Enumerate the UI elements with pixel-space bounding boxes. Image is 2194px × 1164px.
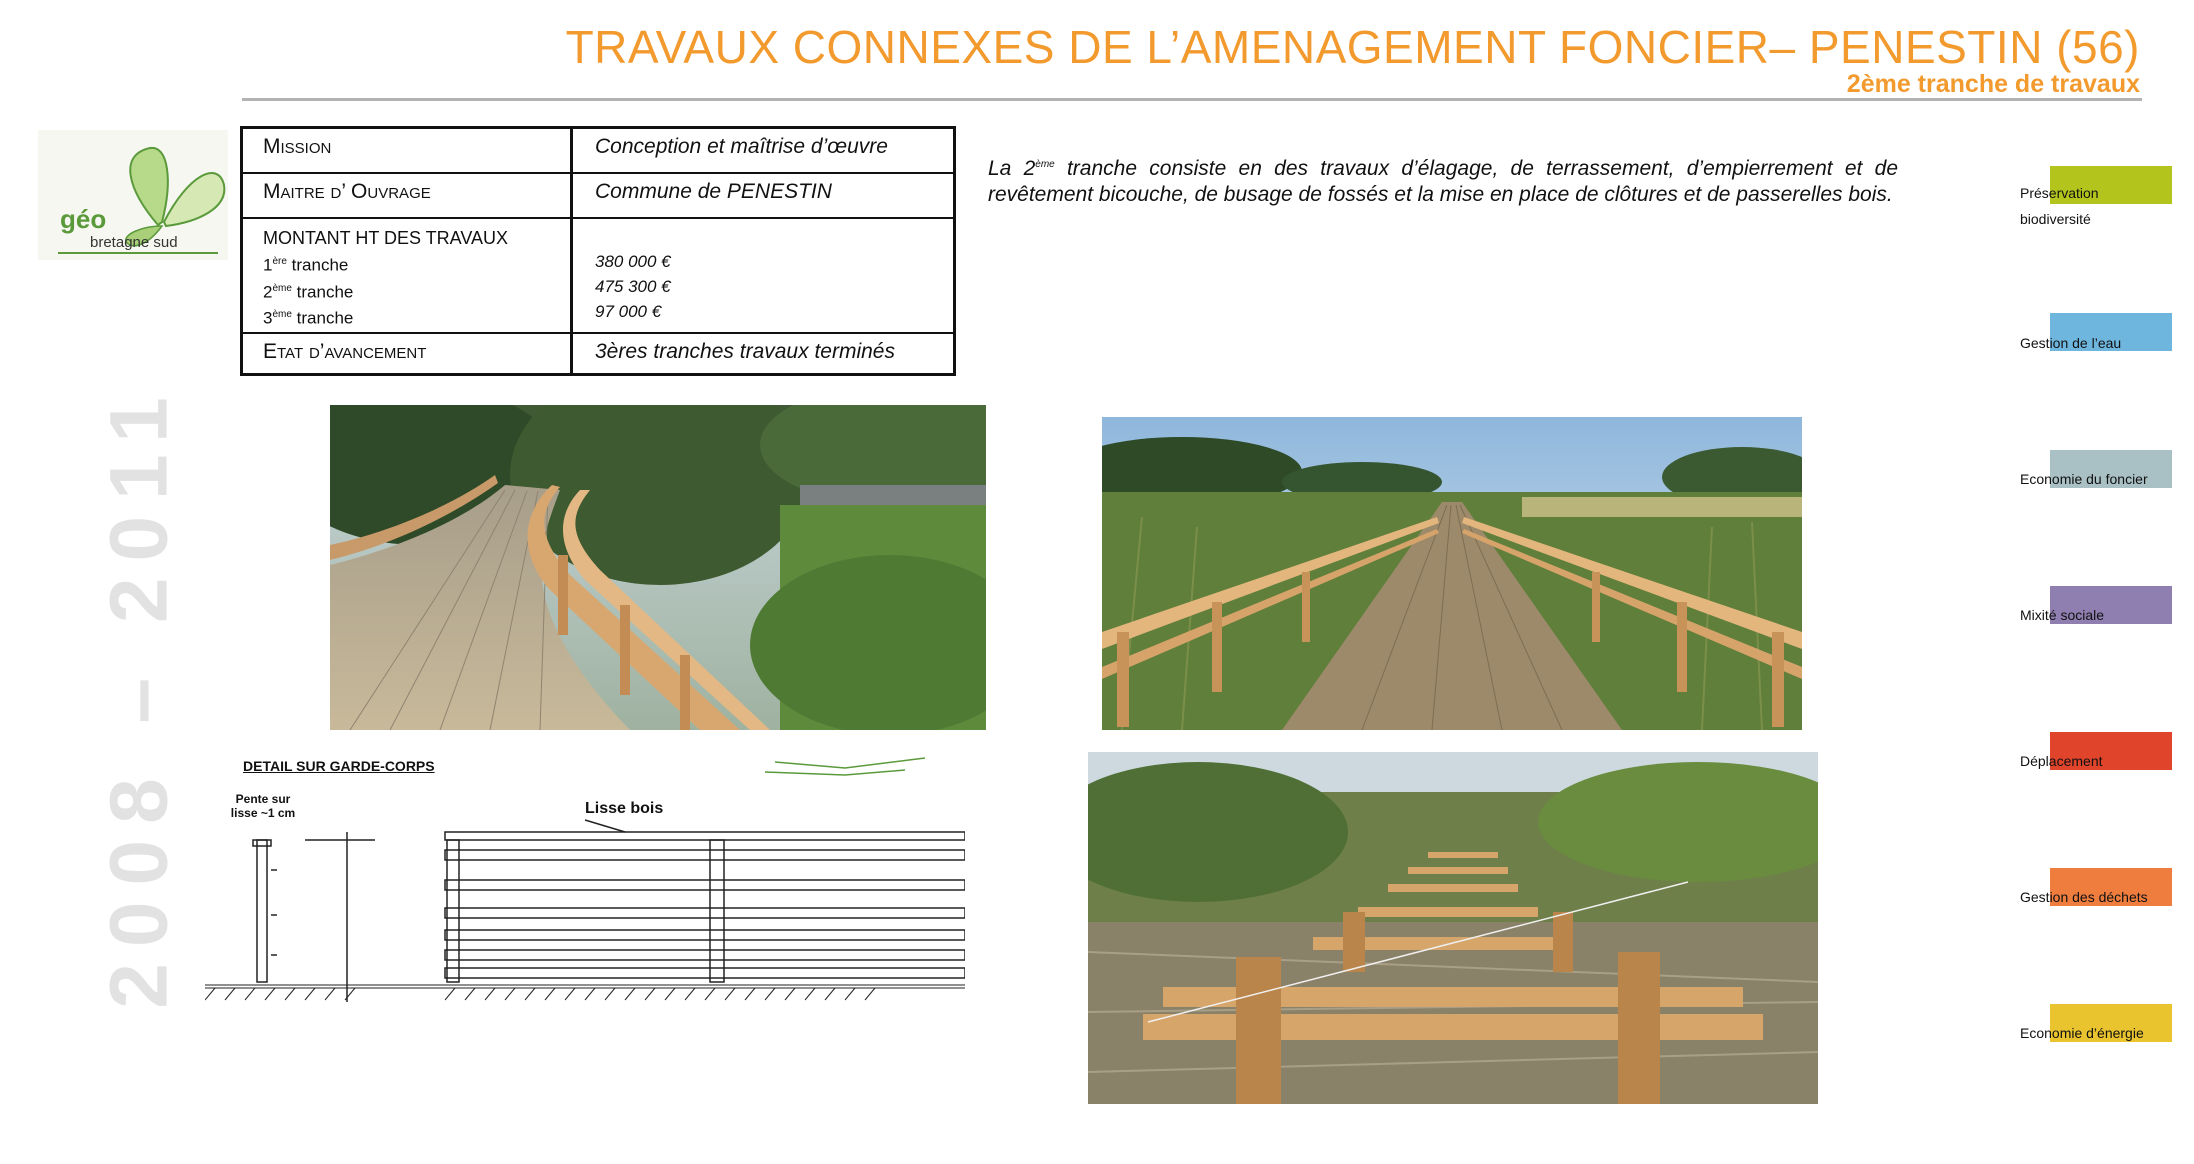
legend-label-land: Economie du foncier: [2020, 471, 2148, 487]
tranche-3-label: 3ème tranche: [263, 308, 354, 328]
amount-label-cell: [243, 219, 573, 332]
photo-straight-boardwalk: [1102, 417, 1802, 730]
slope-annotation: Pente sur lisse ~1 cm: [230, 792, 296, 820]
tranche-2-label: 2ème tranche: [263, 282, 354, 302]
years-vertical: [94, 381, 186, 1009]
legend-label-mobility: Déplacement: [2020, 753, 2103, 769]
owner-value: Commune de PENESTIN: [595, 180, 832, 203]
legend-label-water: Gestion de l’eau: [2020, 335, 2122, 351]
table-row-status: [243, 334, 953, 374]
owner-label: Maitre d’ Ouvrage: [243, 174, 573, 217]
logo-word-geo: géo: [60, 204, 107, 234]
years-text: 2008 – 2011: [94, 381, 186, 1009]
legend-label-social: Mixité sociale: [2020, 607, 2105, 623]
table-row-amount: [243, 219, 953, 334]
header-divider: [242, 98, 2142, 101]
photo-construction-site: [1088, 752, 1818, 1104]
page-subtitle: 2ème tranche de travaux: [1846, 70, 2140, 98]
amount-values-cell: [573, 219, 953, 332]
company-logo: [38, 130, 228, 260]
tranche-2-value: 475 300 €: [595, 277, 671, 296]
legend-label-biodiversity: Préservation biodiversité: [2020, 185, 2099, 227]
drawing-title: DETAIL SUR GARDE-CORPS: [243, 758, 435, 774]
status-label: Etat d’avancement: [243, 334, 573, 374]
mission-value: Conception et maîtrise d’œuvre: [595, 135, 888, 158]
page-title: TRAVAUX CONNEXES DE L’AMENAGEMENT FONCIER– PENESTIN (56): [565, 21, 2140, 73]
tranche-3-value: 97 000 €: [595, 302, 662, 321]
legend-label-energy: Economie d’énergie: [2020, 1025, 2144, 1041]
amount-label: MONTANT HT DES TRAVAUX: [263, 228, 509, 248]
project-info-table: [240, 126, 956, 376]
photo-curved-boardwalk: [330, 405, 986, 730]
tranche-1-value: 380 000 €: [595, 252, 671, 271]
table-row-mission: [243, 129, 953, 174]
butterfly-logo-icon: [38, 130, 228, 260]
table-row-owner: [243, 174, 953, 219]
project-description: La 2ème tranche consiste en des travaux d’élagage, de terrassement, d’empierrement et de revêtement bicouche, de busage de fossés et la mise en place de clôtures et de passerelles bois.: [988, 157, 1898, 206]
guardrail-detail-drawing: [205, 750, 965, 1012]
rail-annotation: Lisse bois: [585, 800, 664, 817]
mission-label: Mission: [243, 129, 573, 172]
status-value: 3ères tranches travaux terminés: [595, 340, 895, 363]
logo-word-region: bretagne sud: [90, 234, 178, 251]
tranche-1-label: 1ère tranche: [263, 255, 349, 275]
legend-label-waste: Gestion des déchets: [2020, 889, 2148, 905]
